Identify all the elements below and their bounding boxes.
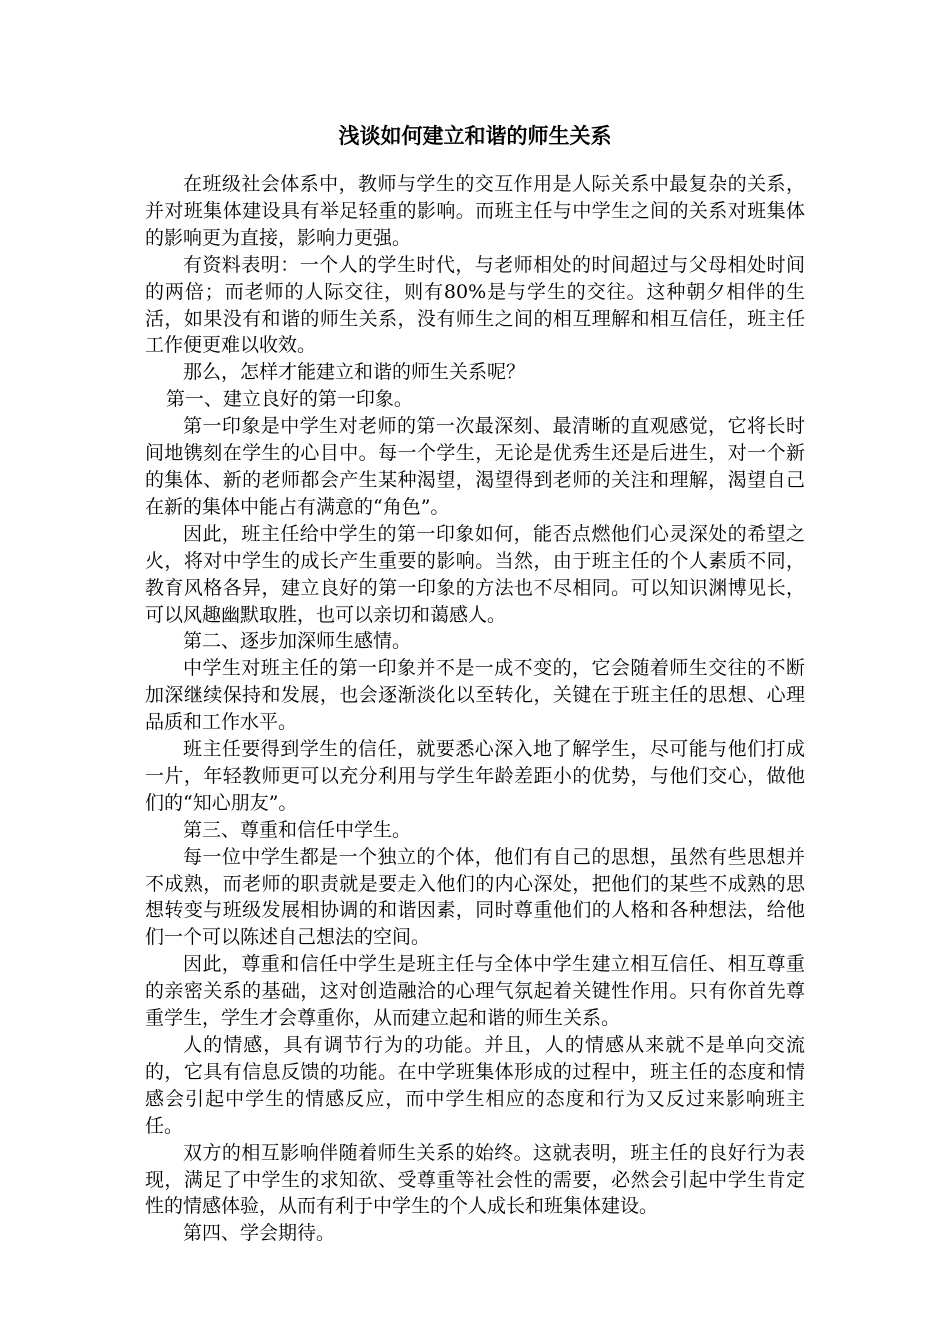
document-title: 浅谈如何建立和谐的师生关系: [338, 123, 612, 148]
section-heading: 第二、逐步加深师生感情。: [183, 630, 412, 653]
document-body: [145, 171, 805, 1247]
section-heading: 第三、尊重和信任中学生。: [183, 818, 412, 841]
paragraph: 双方的相互影响伴随着师生关系的始终。这就表明，班主任的良好行为表现，满足了中学生的求知欲、受尊重等社会性的需要，必然会引起中学生肯定性的情感体验，从而有利于中学生的个人成长和班集体建设。: [145, 1141, 805, 1218]
section-heading: 第四、学会期待。: [183, 1222, 336, 1245]
paragraph: 第一印象是中学生对老师的第一次最深刻、最清晰的直观感觉，它将长时间地镌刻在学生的心目中。每一个学生，无论是优秀生还是后进生，对一个新的集体、新的老师都会产生某种渴望，渴望得到老师的关注和理解，渴望自己在新的集体中能占有满意的“角色”。: [145, 415, 805, 518]
paragraph: 那么，怎样才能建立和谐的师生关系呢？: [183, 361, 526, 384]
paragraph: 有资料表明：一个人的学生时代，与老师相处的时间超过与父母相处时间的两倍；而老师的人际交往，则有80%是与学生的交往。这种朝夕相伴的生活，如果没有和谐的师生关系，没有师生之间的相互理解和相互信任，班主任工作便更难以收效。: [145, 253, 805, 357]
paragraph: 人的情感，具有调节行为的功能。并且，人的情感从来就不是单向交流的，它具有信息反馈的功能。在中学班集体形成的过程中，班主任的态度和情感会引起中学生的情感反应，而中学生相应的态度和行为又反过来影响班主任。: [145, 1034, 805, 1137]
paragraph: 因此，班主任给中学生的第一印象如何，能否点燃他们心灵深处的希望之火，将对中学生的成长产生重要的影响。当然，由于班主任的个人素质不同，教育风格各异，建立良好的第一印象的方法也不尽相同。可以知识渊博见长，可以风趣幽默取胜，也可以亲切和蔼感人。: [145, 522, 805, 626]
paragraph: 在班级社会体系中，教师与学生的交互作用是人际关系中最复杂的关系，并对班集体建设具有举足轻重的影响。而班主任与中学生之间的关系对班集体的影响更为直接，影响力更强。: [145, 173, 805, 249]
paragraph: 中学生对班主任的第一印象并不是一成不变的，它会随着师生交往的不断加深继续保持和发展，也会逐渐淡化以至转化，关键在于班主任的思想、心理品质和工作水平。: [145, 657, 805, 734]
paragraph: 每一位中学生都是一个独立的个体，他们有自己的思想，虽然有些思想并不成熟，而老师的职责就是要走入他们的内心深处，把他们的某些不成熟的思想转变与班级发展相协调的和谐因素，同时尊重他们的人格和各种想法，给他们一个可以陈述自己想法的空间。: [145, 845, 805, 949]
paragraph: 班主任要得到学生的信任，就要悉心深入地了解学生，尽可能与他们打成一片，年轻教师更可以充分利用与学生年龄差距小的优势，与他们交心，做他们的“知心朋友”。: [145, 738, 805, 814]
paragraph: 因此，尊重和信任中学生是班主任与全体中学生建立相互信任、相互尊重的亲密关系的基础，这对创造融洽的心理气氛起着关键性作用。只有你首先尊重学生，学生才会尊重你，从而建立起和谐的师生关系。: [145, 953, 805, 1030]
section-heading: 第一、建立良好的第一印象。: [165, 388, 413, 411]
